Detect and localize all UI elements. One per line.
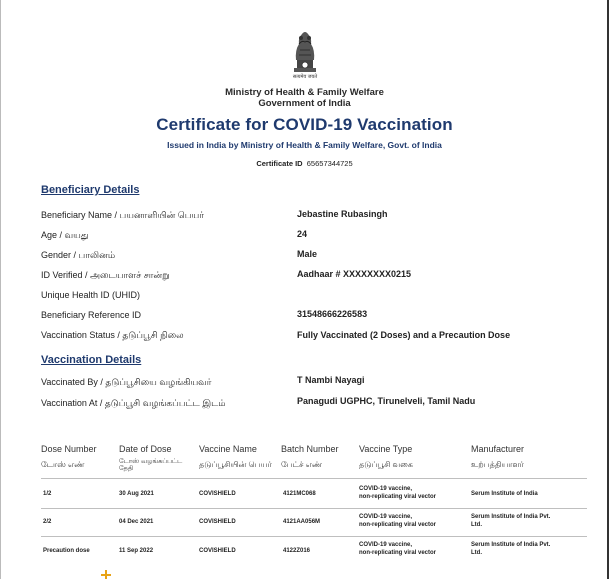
gender-value: Male	[297, 249, 318, 259]
cell-manufacturer-line2: Ltd.	[471, 522, 482, 528]
col-header-dose-number-en: Dose Number	[41, 444, 97, 454]
table-separator	[41, 536, 587, 537]
age-value: 24	[297, 229, 308, 239]
cell-manufacturer	[471, 513, 550, 529]
col-header-vaccine-type	[359, 444, 467, 470]
certificate-id	[0, 159, 609, 168]
certificate-id-label: Certificate ID	[256, 159, 303, 168]
col-header-dose-number-ta: டோஸ் எண்	[41, 460, 85, 469]
cell-type-line1: COVID-19 vaccine,	[359, 514, 413, 520]
col-header-manufacturer-en: Manufacturer	[471, 444, 525, 454]
cell-type-line2: non-replicating viral vector	[359, 550, 437, 556]
col-header-vaccine-name-ta: தடுப்பூசியின் பெயர்	[199, 460, 272, 469]
col-header-batch-number-en: Batch Number	[281, 444, 339, 454]
vaccination-status-value: Fully Vaccinated (2 Doses) and a Precaution Dose	[297, 330, 511, 340]
reference-id-value: 31548666226583	[297, 309, 368, 319]
uhid-label: Unique Health ID (UHID)	[41, 290, 141, 300]
col-header-date	[119, 444, 197, 472]
cell-vaccine: COVISHIELD	[199, 519, 236, 525]
vaccination-at-value: Panagudi UGPHC, Tirunelveli, Tamil Nadu	[297, 396, 476, 406]
col-header-batch-number-ta: பேட்ச் எண்	[281, 460, 323, 469]
cell-type	[359, 485, 436, 501]
cell-dose: 1/2	[43, 491, 52, 497]
cell-type	[359, 541, 436, 557]
cell-batch: 4122Z016	[283, 548, 311, 554]
cell-vaccine: COVISHIELD	[199, 548, 236, 554]
government-name: Government of India	[258, 98, 351, 109]
cell-dose: Precaution dose	[43, 548, 90, 554]
vaccination-status-label: Vaccination Status / தடுப்பூசி நிலை	[41, 330, 184, 340]
issued-by-text: Issued in India by Ministry of Health & Family Welfare, Govt. of India	[167, 140, 442, 150]
col-header-vaccine-name-en: Vaccine Name	[199, 444, 257, 454]
cell-manufacturer-line1: Serum Institute of India Pvt.	[471, 542, 551, 548]
page-title: Certificate for COVID-19 Vaccination	[156, 115, 453, 134]
certificate-id-value: 65657344725	[306, 159, 353, 168]
vaccination-section-title: Vaccination Details	[41, 354, 142, 366]
cell-vaccine: COVISHIELD	[199, 491, 236, 497]
cell-batch: 4121AA056M	[283, 519, 321, 525]
cell-manufacturer-line2: Ltd.	[471, 550, 482, 556]
cell-type-line2: non-replicating viral vector	[359, 522, 437, 528]
col-header-dose-number	[41, 444, 116, 470]
cell-date: 04 Dec 2021	[119, 519, 154, 525]
col-header-date-en: Date of Dose	[119, 444, 172, 454]
cell-date: 30 Aug 2021	[119, 491, 154, 497]
cell-dose: 2/2	[43, 519, 52, 525]
cell-manufacturer-line1: Serum Institute of India Pvt.	[471, 514, 551, 520]
age-label: Age / வயது	[41, 230, 89, 240]
cell-date: 11 Sep 2022	[119, 548, 154, 554]
cell-type-line2: non-replicating viral vector	[359, 494, 437, 500]
col-header-vaccine-type-ta: தடுப்பூசி வகை	[359, 460, 413, 469]
vaccinated-by-label: Vaccinated By / தடுப்பூசியை வழங்கியவர்	[41, 377, 212, 387]
cell-manufacturer	[471, 490, 538, 498]
col-header-date-ta: டோஸ் வழங்கப்பட்ட தேதி	[119, 458, 183, 472]
cell-type-line1: COVID-19 vaccine,	[359, 486, 413, 492]
beneficiary-name-value: Jebastine Rubasingh	[297, 209, 388, 219]
cell-manufacturer	[471, 541, 550, 557]
col-header-vaccine-type-en: Vaccine Type	[359, 444, 413, 454]
col-header-manufacturer-ta: உற்பத்தியாளர்	[471, 460, 524, 469]
table-separator	[41, 478, 587, 479]
cell-batch: 4121MC068	[283, 491, 316, 497]
col-header-vaccine-name	[199, 444, 279, 470]
col-header-batch-number	[281, 444, 356, 470]
cell-type	[359, 513, 436, 529]
reference-id-label: Beneficiary Reference ID	[41, 310, 142, 320]
vaccination-at-label: Vaccination At / தடுப்பூசி வழங்கப்பட்ட இடம்	[41, 398, 226, 408]
cell-manufacturer-line1: Serum Institute of India	[471, 491, 538, 497]
crosshair-cursor-icon	[101, 570, 111, 579]
vaccinated-by-value: T Nambi Nayagi	[297, 375, 365, 385]
id-verified-label: ID Verified / அடையாளச் சான்று	[41, 270, 170, 280]
col-header-manufacturer	[471, 444, 587, 470]
cell-type-line1: COVID-19 vaccine,	[359, 542, 413, 548]
id-verified-value: Aadhaar # XXXXXXXX0215	[297, 269, 412, 279]
beneficiary-name-label: Beneficiary Name / பயனாளியின் பெயர்	[41, 210, 204, 220]
ministry-name: Ministry of Health & Family Welfare	[225, 87, 384, 98]
table-separator	[41, 508, 587, 509]
emblem-motto: सत्यमेव जयते	[292, 74, 318, 80]
gender-label: Gender / பாலினம்	[41, 250, 116, 260]
beneficiary-section-title: Beneficiary Details	[41, 184, 140, 196]
